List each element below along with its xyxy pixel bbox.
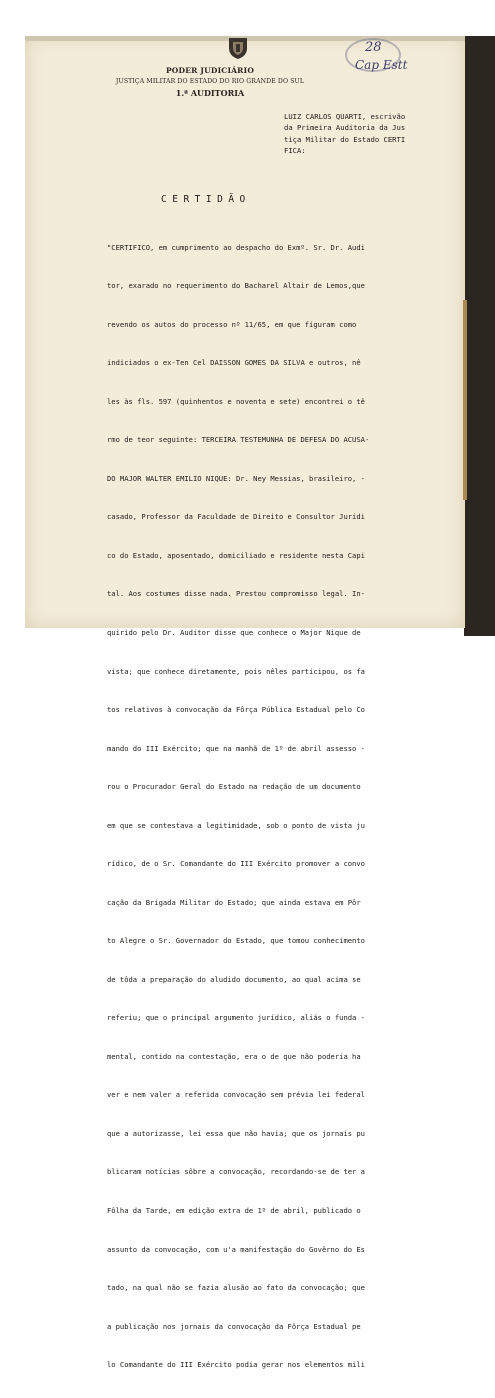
body-line: to Alegre o Sr. Governador do Estado, que tomou conhecimento xyxy=(107,936,365,946)
intro-paragraph xyxy=(284,111,405,156)
document-page xyxy=(25,36,465,1370)
body-line: co do Estado, aposentado, domiciliado e residente nesta Capi xyxy=(107,550,365,560)
body-line: cação da Brigada Militar do Estado; que ainda estava em Pôr xyxy=(107,897,361,907)
binding-tab xyxy=(463,300,467,500)
header-justice: JUSTIÇA MILITAR DO ESTADO DO RIO GRANDE DO SUL xyxy=(115,78,305,85)
body-line: les às fls. 597 (quinhentos e noventa e sete) encontrei o tê xyxy=(107,396,365,406)
body-line: referiu; que o principal argumento jurídico, aliás o funda - xyxy=(107,1013,365,1023)
coat-of-arms-icon xyxy=(225,36,251,60)
body-line: casado, Professor da Faculdade de Direito e Consultor Jurídi xyxy=(107,512,365,522)
body-line: lo Comandante do III Exército podia gerar nos elementos mili xyxy=(107,1360,365,1370)
body-line: vista; que conhece diretamente, pois nêles participou, os fa xyxy=(107,666,365,676)
body-line: quirido pelo Dr. Auditor disse que conhece o Major Nique de xyxy=(107,628,361,637)
body-line: tal. Aos costumes disse nada. Prestou compromisso legal. In- xyxy=(107,589,365,599)
header-auditoria: 1.ª AUDITORIA xyxy=(175,88,245,98)
body-line: a publicação nos jornais da convocação da Fôrça Estadual pe xyxy=(107,1321,361,1331)
page-number-stamp: 28 xyxy=(365,40,382,55)
body-line: "CERTIFICO, em cumprimento ao despacho do Exmº. Sr. Dr. Audi xyxy=(107,242,365,252)
handwritten-signature: Cap Estt xyxy=(355,58,408,72)
body-line: tado, na qual não se fazia alusão ao fato da convocação; que xyxy=(107,1283,365,1293)
body-line: rmo de teor seguinte: TERCEIRA TESTEMUNHA DE DEFESA DO ACUSA- xyxy=(107,435,370,445)
body-line: assunto da convocação, com u'a manifestação do Govêrno do Es xyxy=(107,1244,365,1254)
body-line: mental, contido na contestação, era o de que não poderia ha xyxy=(107,1051,361,1061)
body-line: tos relativos à convocação da Fôrça Pública Estadual pelo Co xyxy=(107,705,365,715)
body-line: indiciados o ex-Ten Cel DAISSON GOMES DA SILVA e outros, nê xyxy=(107,358,361,368)
scan-edge xyxy=(464,36,495,636)
document-title: CERTIDÃO xyxy=(161,194,251,205)
body-line: ver e nem valer a referida convocação sem prévia lei federal xyxy=(107,1090,365,1100)
intro-line: da Primeira Auditoria da Jus xyxy=(284,123,406,133)
body-line: blicaram notícias sôbre a convocação, recordando-se de ter a xyxy=(107,1167,365,1177)
body-line: rou o Procurador Geral do Estado na redação de um documento xyxy=(107,782,361,792)
header-court: PODER JUDICIÁRIO xyxy=(165,66,255,75)
body-line: que a autorizasse, lei essa que não havia; que os jornais pu xyxy=(107,1128,365,1138)
body-line: tor, exarado no requerimento do Bacharel Altair de Lemos,que xyxy=(107,281,365,291)
body-line: em que se contestava a legitimidade, sob o ponto de vista ju xyxy=(107,820,365,830)
body-line: mando do III Exército; que na manhã de 1º de abril assesso - xyxy=(107,743,365,753)
body-line: de tôda a preparação do aludido documento, ao qual acima se xyxy=(107,974,361,984)
body-line: Fôlha da Tarde, em edição extra de 1º de abril, publicado o xyxy=(107,1205,361,1215)
intro-line: LUIZ CARLOS QUARTI, escrivão xyxy=(284,112,406,121)
certificate-body xyxy=(107,216,369,1398)
body-line: revendo os autos do processo nº 11/65, em que figuram como xyxy=(107,319,357,329)
body-line: DO MAJOR WALTER EMILIO NIQUE: Dr. Ney Messias, brasileiro, - xyxy=(107,473,365,483)
intro-line: FICA: xyxy=(284,145,306,155)
body-line: rídico, de o Sr. Comandante do III Exército promover a convo xyxy=(107,859,365,869)
intro-line: tiça Militar do Estado CERTI xyxy=(284,134,406,144)
